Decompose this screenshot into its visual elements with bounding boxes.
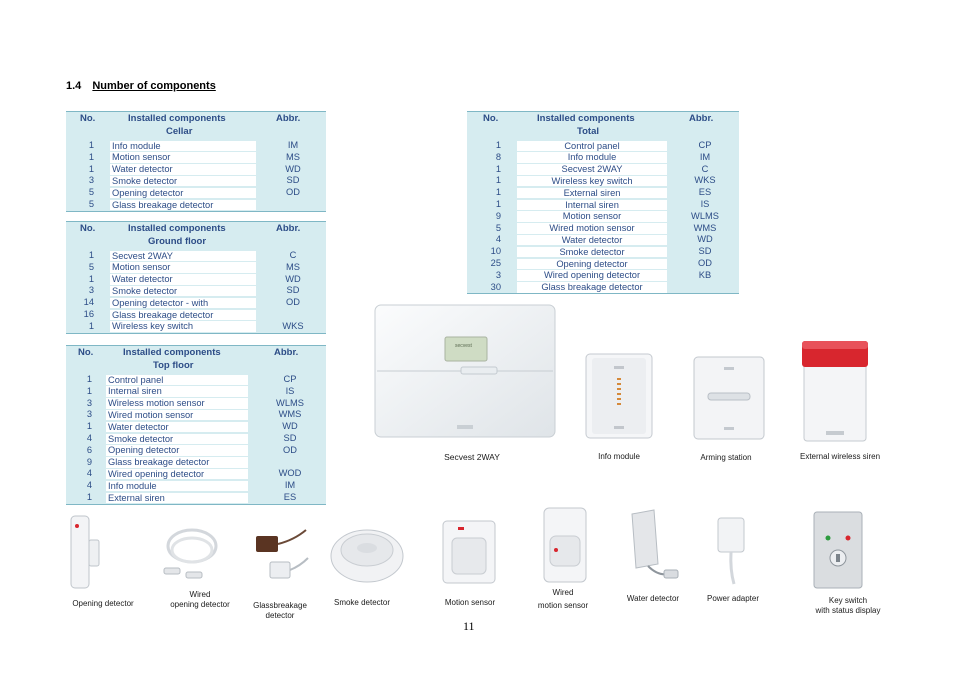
cell-abbr: CP [698, 140, 712, 150]
cell-component: Control panel [517, 141, 667, 152]
secvest-screen-text: secvest [455, 343, 472, 349]
caption-key-switch-line1: Key switch [828, 596, 868, 605]
table-row [66, 164, 326, 176]
cell-no: 5 [88, 187, 94, 198]
cell-component: Wired opening detector [106, 469, 248, 480]
smoke-detector-image [328, 520, 406, 586]
table-row [467, 258, 739, 270]
table-row [467, 187, 739, 199]
cell-no: 5 [88, 198, 94, 209]
header-abbr: Abbr. [276, 113, 301, 124]
header-components: Installed components [123, 347, 221, 358]
section-number: 1.4 [66, 80, 82, 92]
header-no: No. [483, 113, 499, 124]
cell-abbr: SD [286, 285, 300, 296]
table-subtitle: Top floor [153, 360, 194, 371]
cell-component: Secvest 2WAY [110, 251, 256, 262]
cell-no: 1 [86, 491, 92, 502]
wired-opening-detector-image [158, 524, 222, 586]
table-header [66, 112, 326, 126]
header-no: No. [80, 223, 96, 234]
cell-abbr: WKS [282, 320, 304, 331]
cell-no: 4 [86, 432, 92, 443]
wired-motion-sensor-image [540, 506, 590, 586]
page-number: 11 [463, 619, 475, 633]
cell-component: Motion sensor [110, 152, 256, 163]
table-header [66, 222, 326, 236]
table-row [66, 421, 326, 433]
table-top-floor [66, 345, 326, 505]
cell-abbr: WMS [278, 409, 302, 420]
cell-no: 1 [86, 374, 92, 384]
cell-no: 4 [86, 468, 92, 479]
cell-abbr: WLMS [691, 210, 719, 221]
cell-no: 10 [490, 246, 501, 257]
cell-no: 1 [88, 273, 94, 284]
cell-abbr: WD [285, 163, 301, 174]
cell-abbr: WMS [693, 222, 717, 233]
caption-wired-motion-line1: Wired [552, 588, 574, 597]
caption-wired-motion-line2: motion sensor [537, 601, 589, 610]
cell-component: Wired motion sensor [517, 223, 667, 234]
caption-glassbreakage-line1: Glassbreakage [253, 601, 307, 610]
cell-no: 4 [495, 234, 501, 245]
table-row [66, 374, 326, 386]
cell-abbr: WLMS [276, 397, 304, 408]
caption-power-adapter: Power adapter [706, 594, 760, 603]
cell-abbr: WOD [278, 468, 302, 479]
section-heading [66, 80, 216, 92]
table-row [66, 492, 326, 504]
header-abbr: Abbr. [276, 223, 301, 234]
cell-no: 3 [86, 409, 92, 420]
table-subtitle: Cellar [166, 126, 193, 137]
caption-key-switch-line2: with status display [815, 606, 881, 615]
power-adapter-image [708, 514, 756, 588]
cell-abbr: OD [698, 257, 712, 268]
table-row [66, 199, 326, 211]
cell-abbr: WD [282, 421, 298, 432]
cell-component: Glass breakage detector [110, 310, 256, 321]
cell-abbr: OD [283, 444, 297, 455]
table-row [66, 433, 326, 445]
table-row [66, 468, 326, 480]
table-subtitle: Total [577, 126, 599, 137]
secvest-panel-image [373, 303, 557, 439]
cell-no: 6 [86, 444, 92, 455]
table-row [467, 282, 739, 294]
header-components: Installed components [128, 113, 226, 124]
table-row [467, 234, 739, 246]
cell-abbr: MS [286, 261, 300, 272]
cell-no: 1 [88, 140, 94, 150]
cell-component: Wired opening detector [517, 270, 667, 281]
table-row [467, 175, 739, 187]
table-row [66, 398, 326, 410]
cell-component: Smoke detector [106, 434, 248, 445]
cell-abbr: SD [283, 432, 297, 443]
table-row [66, 445, 326, 457]
cell-component: Info module [110, 141, 256, 152]
cell-no: 5 [495, 222, 501, 233]
section-title: Number of components [92, 80, 216, 92]
cell-component: Motion sensor [110, 262, 256, 273]
table-row [66, 386, 326, 398]
table-total [467, 111, 739, 294]
caption-wired-opening-line2: opening detector [170, 600, 230, 609]
cell-no: 5 [88, 261, 94, 272]
header-no: No. [78, 347, 94, 358]
cell-no: 1 [88, 163, 94, 174]
opening-detector-image [65, 512, 105, 592]
cell-no: 1 [88, 151, 94, 162]
cell-component: Secvest 2WAY [517, 164, 667, 175]
cell-no: 3 [88, 285, 94, 296]
cell-abbr: WD [697, 234, 713, 245]
table-row [467, 140, 739, 152]
table-row [66, 175, 326, 187]
caption-wired-opening-line1: Wired [189, 590, 211, 599]
cell-component: Wireless key switch [110, 321, 256, 332]
cell-abbr: MS [286, 151, 300, 162]
cell-no: 9 [86, 456, 92, 467]
cell-component: Wireless key switch [517, 176, 667, 187]
caption-secvest: Secvest 2WAY [444, 452, 500, 462]
table-row [467, 223, 739, 235]
cell-component: Control panel [106, 375, 248, 386]
cell-no: 9 [495, 210, 501, 221]
table-row [66, 321, 326, 333]
table-row [66, 187, 326, 199]
cell-no: 1 [88, 320, 94, 331]
caption-external-siren: External wireless siren [799, 452, 881, 461]
cell-abbr: OD [286, 297, 300, 308]
cell-component: Smoke detector [517, 247, 667, 258]
caption-glassbreakage-line2: detector [265, 611, 295, 620]
table-header [66, 346, 326, 360]
cell-no: 16 [83, 308, 94, 319]
table-row [66, 285, 326, 297]
cell-no: 3 [86, 397, 92, 408]
caption-motion-sensor: Motion sensor [444, 598, 496, 607]
cell-component: Water detector [106, 422, 248, 433]
cell-component: Internal siren [517, 200, 667, 211]
arming-station-image [692, 355, 766, 441]
cell-no: 14 [83, 297, 94, 308]
cell-component: Info module [517, 152, 667, 163]
cell-abbr: SD [286, 175, 300, 186]
cell-abbr: CP [283, 374, 297, 384]
cell-component: Glass breakage detector [110, 200, 256, 211]
cell-component: Wired motion sensor [106, 410, 248, 421]
caption-opening-detector: Opening detector [72, 599, 134, 608]
cell-no: 1 [495, 198, 501, 209]
cell-abbr: C [289, 250, 297, 260]
cell-abbr: SD [698, 246, 712, 257]
cell-abbr: WD [285, 273, 301, 284]
table-row [66, 274, 326, 286]
cell-no: 1 [495, 175, 501, 186]
header-abbr: Abbr. [689, 113, 714, 124]
cell-abbr: C [701, 163, 709, 174]
cell-component: Water detector [110, 164, 256, 175]
cell-no: 25 [490, 257, 501, 268]
cell-no: 1 [86, 421, 92, 432]
cell-abbr: WKS [694, 175, 716, 186]
caption-arming-station: Arming station [700, 453, 752, 462]
table-row [467, 211, 739, 223]
table-row [66, 457, 326, 469]
table-subtitle: Ground floor [148, 236, 207, 247]
cell-component: Glass breakage detector [106, 457, 248, 468]
cell-abbr: IS [285, 385, 295, 396]
cell-no: 30 [490, 281, 501, 292]
cell-component: Opening detector [517, 259, 667, 270]
table-row [66, 409, 326, 421]
motion-sensor-image [440, 518, 498, 586]
caption-info-module: Info module [598, 452, 640, 461]
caption-smoke-detector: Smoke detector [333, 598, 391, 607]
cell-component: Water detector [110, 274, 256, 285]
table-row [66, 480, 326, 492]
cell-component: Motion sensor [517, 211, 667, 222]
table-row [467, 199, 739, 211]
cell-component: Glass breakage detector [517, 282, 667, 293]
cell-no: 1 [495, 163, 501, 174]
cell-component: External siren [106, 493, 248, 504]
cell-abbr: KB [698, 269, 712, 280]
caption-wired-motion-sensor [528, 588, 598, 611]
cell-component: Opening detector [110, 188, 256, 199]
table-cellar [66, 111, 326, 212]
cell-no: 1 [86, 385, 92, 396]
table-row [467, 152, 739, 164]
cell-component: Internal siren [106, 386, 248, 397]
cell-abbr: ES [283, 491, 297, 502]
cell-abbr: ES [698, 187, 712, 198]
table-row [66, 152, 326, 164]
cell-no: 1 [88, 250, 94, 260]
cell-abbr: IS [700, 198, 710, 209]
cell-abbr: OD [286, 187, 300, 198]
cell-no: 3 [495, 269, 501, 280]
cell-no: 3 [88, 175, 94, 186]
cell-abbr: IM [284, 480, 296, 491]
table-row [467, 246, 739, 258]
caption-wired-opening-detector [160, 590, 240, 610]
table-row [467, 164, 739, 176]
cell-component: Opening detector - with [110, 298, 256, 309]
cell-component: Smoke detector [110, 176, 256, 187]
header-abbr: Abbr. [274, 347, 299, 358]
cell-component: Wireless motion sensor [106, 398, 248, 409]
info-module-image [584, 352, 654, 440]
cell-component: Water detector [517, 235, 667, 246]
header-components: Installed components [128, 223, 226, 234]
cell-abbr: IM [699, 151, 711, 162]
external-siren-image [800, 339, 870, 443]
table-row [66, 262, 326, 274]
caption-water-detector: Water detector [626, 594, 680, 603]
cell-no: 1 [495, 187, 501, 198]
cell-component: Smoke detector [110, 286, 256, 297]
cell-abbr: IM [287, 140, 299, 150]
cell-no: 4 [86, 480, 92, 491]
glassbreakage-detector-image [250, 522, 310, 588]
cell-component: External siren [517, 188, 667, 199]
caption-key-switch [800, 596, 896, 616]
table-header [467, 112, 739, 126]
cell-no: 8 [495, 151, 501, 162]
caption-glassbreakage-detector [242, 601, 318, 621]
cell-component: Info module [106, 481, 248, 492]
water-detector-image [624, 506, 682, 588]
header-components: Installed components [537, 113, 635, 124]
table-row [66, 309, 326, 321]
key-switch-image [812, 510, 864, 590]
table-ground-floor [66, 221, 326, 334]
cell-component: Opening detector [106, 445, 248, 456]
header-no: No. [80, 113, 96, 124]
table-row [66, 250, 326, 262]
table-row [66, 140, 326, 152]
table-row [66, 297, 326, 309]
table-row [467, 270, 739, 282]
cell-no: 1 [495, 140, 501, 150]
